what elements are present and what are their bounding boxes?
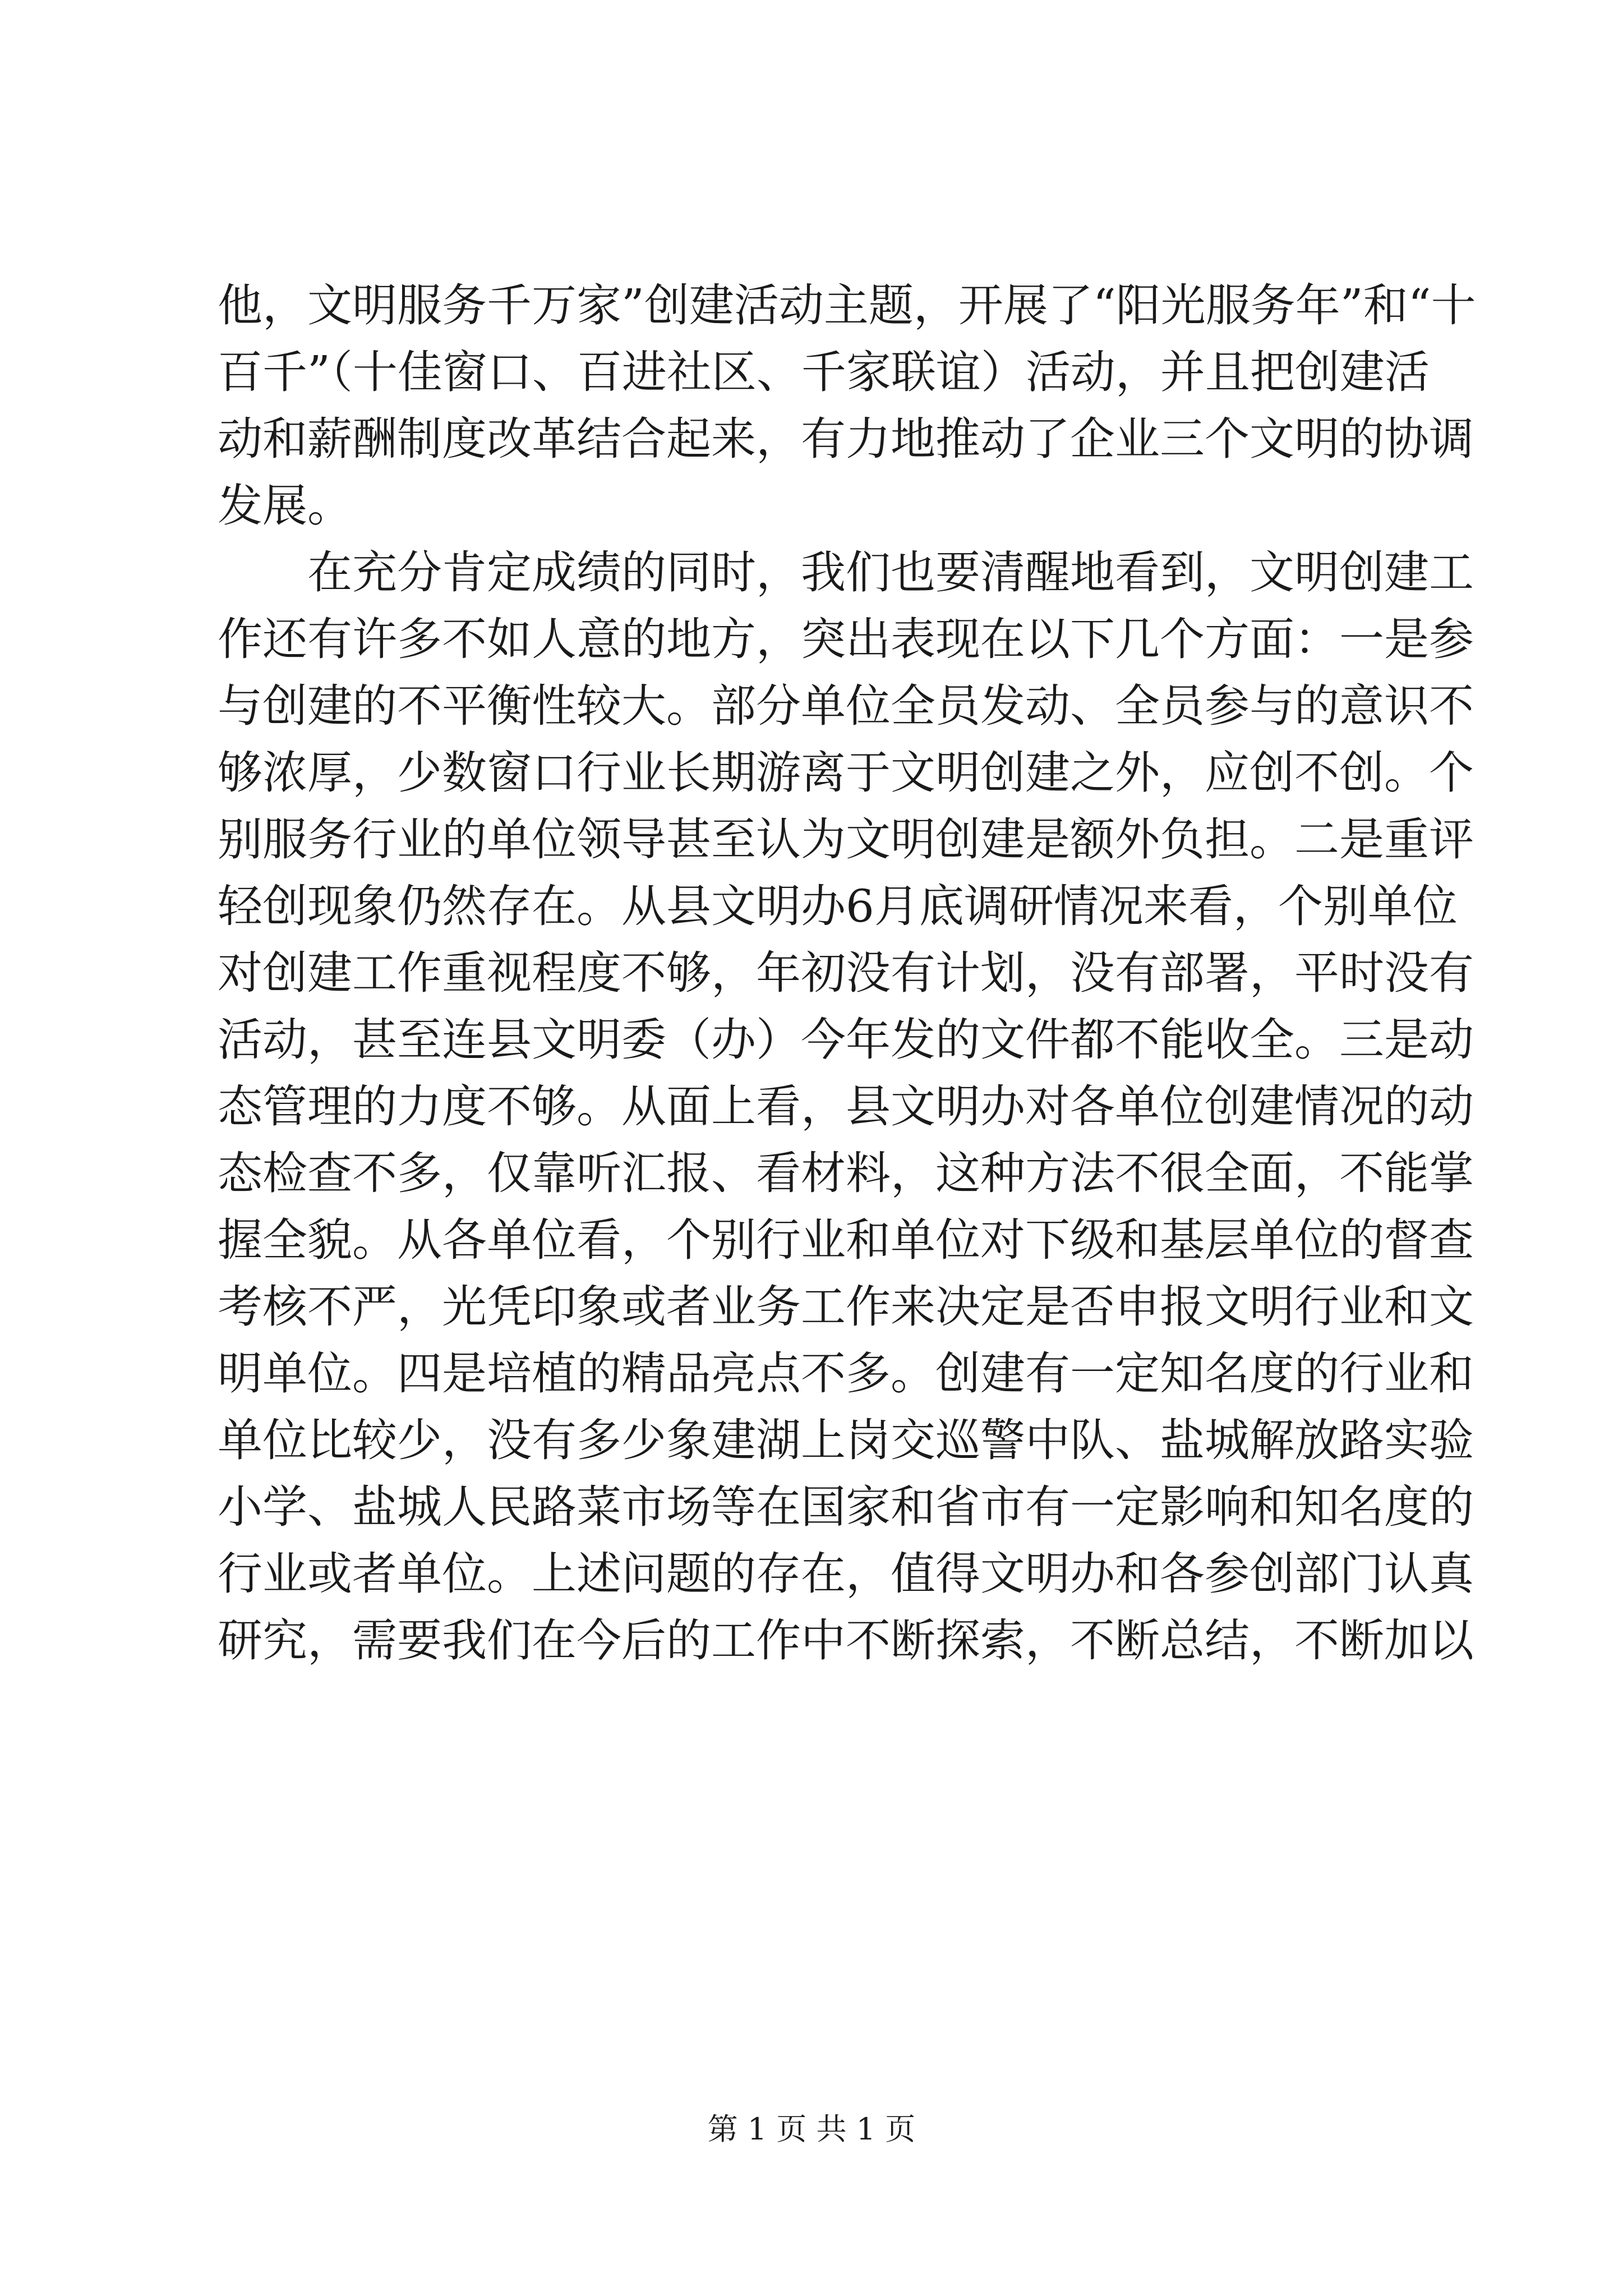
page-number-footer: 第 1 页 共 1 页 (707, 2111, 916, 2147)
text-line: 与创建的不平衡性较大。部分单位全员发动、全员参与的意识不 (218, 680, 1474, 732)
text-line: 单位比较少，没有多少象建湖上岗交巡警中队、盐城解放路实验 (218, 1414, 1474, 1466)
text-line: 百千”（十佳窗口、百进社区、千家联谊）活动，并且把创建活 (218, 346, 1430, 398)
text-line: 对创建工作重视程度不够，年初没有计划，没有部署，平时没有 (218, 947, 1474, 999)
text-line: 行业或者单位。上述问题的存在，值得文明办和各参创部门认真 (218, 1548, 1474, 1600)
text-line: 明单位。四是培植的精品亮点不多。创建有一定知名度的行业和 (218, 1347, 1474, 1400)
text-line: 态管理的力度不够。从面上看，县文明办对各单位创建情况的动 (218, 1080, 1474, 1133)
text-line: 小学、盐城人民路菜市场等在国家和省市有一定影响和知名度的 (218, 1481, 1474, 1533)
text-line: 轻创现象仍然存在。从县文明办6月底调研情况来看，个别单位 (218, 880, 1458, 932)
text-line: 够浓厚，少数窗口行业长期游离于文明创建之外，应创不创。个 (218, 747, 1474, 799)
text-line: 作还有许多不如人意的地方，突出表现在以下几个方面：一是参 (218, 613, 1474, 665)
paragraph-first-line: 在充分肯定成绩的同时，我们也要清醒地看到，文明创建工 (307, 546, 1474, 599)
text-line: 活动，甚至连县文明委（办）今年发的文件都不能收全。三是动 (218, 1014, 1474, 1066)
text-line: 研究，需要我们在今后的工作中不断探索，不断总结，不断加以 (218, 1614, 1474, 1667)
text-line: 别服务行业的单位领导甚至认为文明创建是额外负担。二是重评 (218, 813, 1474, 866)
text-line: 考核不严，光凭印象或者业务工作来决定是否申报文明行业和文 (218, 1281, 1474, 1333)
text-line: 态检查不多，仅靠听汇报、看材料，这种方法不很全面，不能掌 (218, 1147, 1474, 1199)
text-line: 他，文明服务千万家”创建活动主题，开展了“阳光服务年”和“十 (218, 279, 1476, 332)
text-line: 动和薪酬制度改革结合起来，有力地推动了企业三个文明的协调 (218, 413, 1474, 465)
text-line: 发展。 (218, 480, 352, 532)
text-line: 握全貌。从各单位看，个别行业和单位对下级和基层单位的督查 (218, 1214, 1474, 1266)
